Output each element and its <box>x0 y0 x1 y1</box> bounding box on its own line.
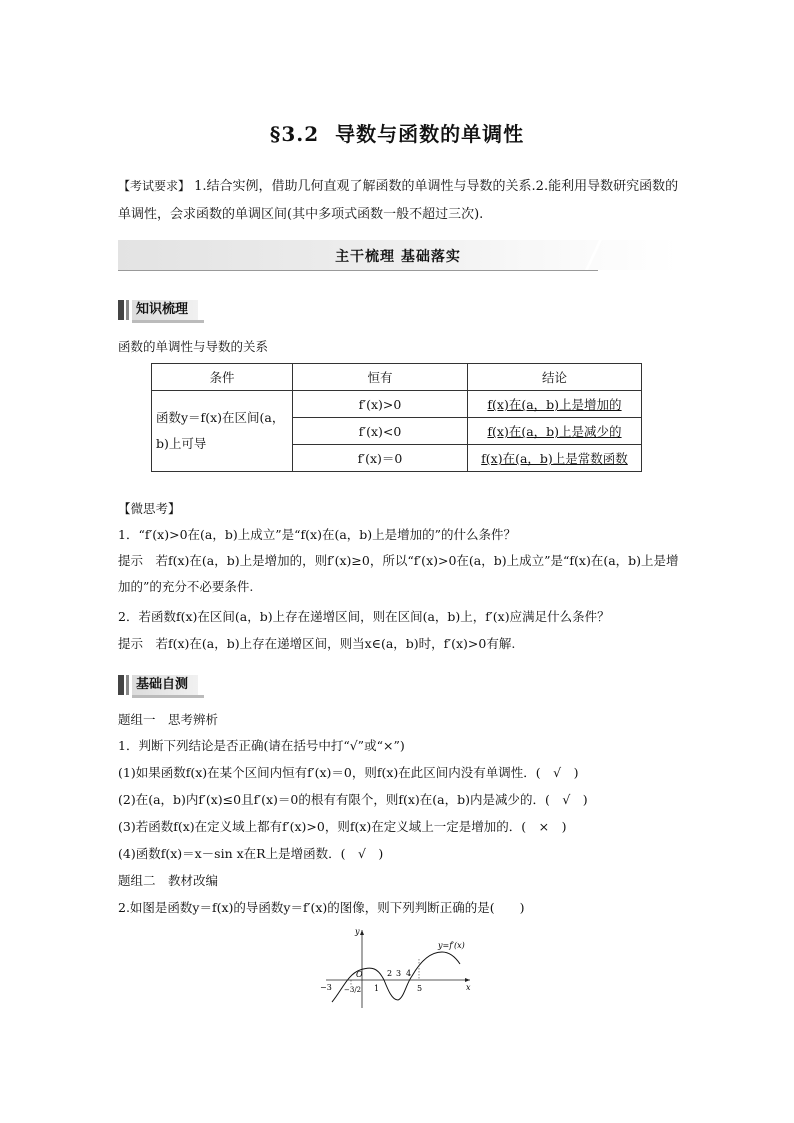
y-axis-arrow-icon <box>360 930 364 935</box>
conclusion-cell: f(x)在(a，b)上是增加的 <box>468 391 642 418</box>
tick-label: 2 <box>387 969 393 978</box>
page-title <box>0 118 794 147</box>
think-question-1: 1．“f′(x)>0在(a，b)上成立”是“f(x)在(a，b)上是增加的”的什么条件？ <box>118 527 517 542</box>
think-answer-1: 提示 若f(x)在(a，b)上是增加的，则f′(x)≥0，所以“f′(x)>0在(a，b)上成立”是“f(x)在(a，b)上是增加的”的充分不必要条件. <box>118 553 679 594</box>
x-axis-label: x <box>466 983 471 992</box>
banner-text: 主干梳理 基础落实 <box>335 249 461 265</box>
deriv-cell: f′(x)＝0 <box>293 445 468 472</box>
header-conclusion: 结论 <box>468 364 642 391</box>
selftest-heading-label: 基础自测 <box>132 675 198 695</box>
x-axis-arrow-icon <box>465 978 470 982</box>
title-text: 导数与函数的单调性 <box>335 122 525 146</box>
curve-label: y=f′(x) <box>438 941 465 950</box>
knowledge-heading-label: 知识梳理 <box>132 300 198 320</box>
conclusion-cell: f(x)在(a，b)上是常数函数 <box>468 445 642 472</box>
judge-item: (3)若函数f(x)在定义域上都有f′(x)>0，则f(x)在定义域上一定是增加的．( × ) <box>118 819 567 834</box>
tick-label: 4 <box>406 969 412 978</box>
tick-label: −3/2 <box>344 986 362 994</box>
header-deriv: 恒有 <box>293 364 468 391</box>
judge-question: 1．判断下列结论是否正确(请在括号中打“√”或“×”) <box>118 738 405 753</box>
conclusion-cell: f(x)在(a，b)上是减少的 <box>468 418 642 445</box>
tick-label: 5 <box>417 984 423 993</box>
tick-label: −3 <box>320 983 332 992</box>
think-answer-2: 提示 若f(x)在(a，b)上存在递增区间，则当x∈(a，b)时，f′(x)>0有解. <box>118 636 516 651</box>
exam-requirement-tag: 【考试要求】 <box>118 179 191 193</box>
section-number: §3.2 <box>269 122 320 146</box>
judge-item: (1)如果函数f(x)在某个区间内恒有f′(x)＝0，则f(x)在此区间内没有单调性．( √ ) <box>118 765 579 780</box>
group-one-title: 题组一 思考辨析 <box>118 712 219 727</box>
table-row <box>152 391 642 418</box>
derivative-graph <box>318 924 478 1010</box>
condition-cell: 函数y＝f(x)在区间(a，b)上可导 <box>152 391 293 472</box>
origin-label: O <box>356 970 363 979</box>
judge-item: (4)函数f(x)＝x－sin x在R上是增函数．( √ ) <box>118 846 384 861</box>
tick-label: 1 <box>374 984 380 993</box>
monotonicity-table <box>151 363 642 472</box>
deriv-cell: f′(x)<0 <box>293 418 468 445</box>
graph-question: 2.如图是函数y＝f(x)的导函数y＝f′(x)的图像，则下列判断正确的是( ) <box>118 900 525 915</box>
exam-requirement <box>118 172 680 229</box>
think-tag: 【微思考】 <box>118 501 181 516</box>
section-banner <box>118 240 678 270</box>
header-condition: 条件 <box>152 364 293 391</box>
table-title: 函数的单调性与导数的关系 <box>118 339 269 354</box>
judge-item: (2)在(a，b)内f′(x)≤0且f′(x)＝0的根有有限个，则f(x)在(a，b)内是减少的．( √ ) <box>118 792 588 807</box>
y-axis-label: y <box>355 927 360 936</box>
table-header-row <box>152 364 642 391</box>
group-two-title: 题组二 教材改编 <box>118 873 219 888</box>
deriv-cell: f′(x)>0 <box>293 391 468 418</box>
tick-label: 3 <box>396 969 402 978</box>
think-question-2: 2．若函数f(x)在区间(a，b)上存在递增区间，则在区间(a，b)上，f′(x)应满足什么条件？ <box>118 609 610 624</box>
exam-requirement-text: 1.结合实例，借助几何直观了解函数的单调性与导数的关系.2.能利用导数研究函数的单调性，会求函数的单调区间(其中多项式函数一般不超过三次). <box>118 179 679 222</box>
